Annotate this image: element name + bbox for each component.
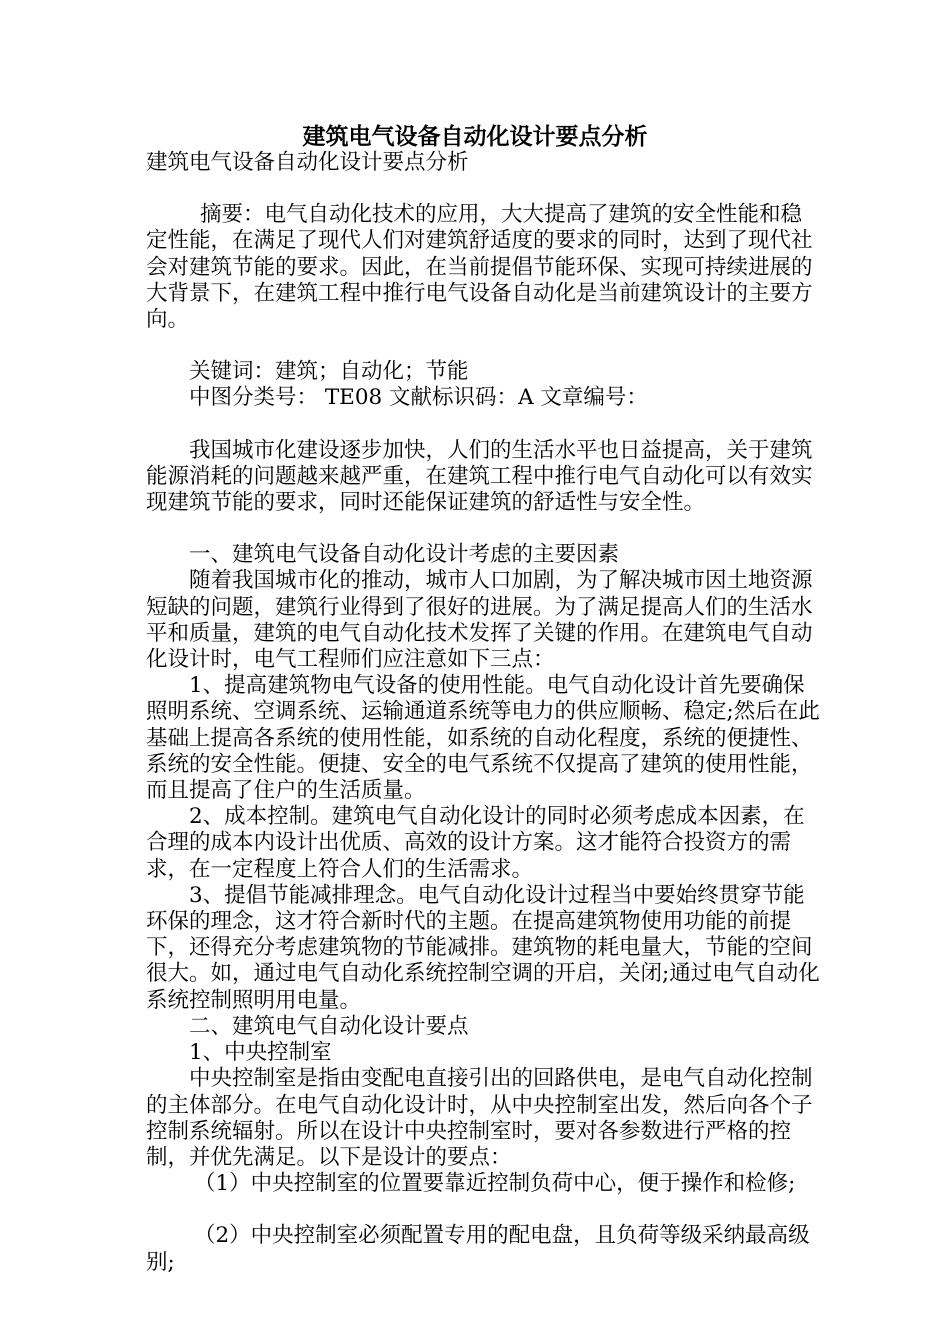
spacer bbox=[146, 516, 821, 542]
section-heading: 二、建筑电气自动化设计要点 bbox=[189, 1013, 469, 1039]
abstract-paragraph: 摘要：电气自动化技术的应用，大大提高了建筑的安全性能和稳定性能，在满足了现代人们对建筑舒适度的要求的同时，达到了现代社会对建筑节能的要求。因此，在当前提倡节能环保、实现可持续进展的大背景下，在建筑工程中推行电气设备自动化是当前建筑设计的主要方向。 bbox=[146, 202, 813, 333]
section-heading: 一、建筑电气设备自动化设计考虑的主要因素 bbox=[189, 542, 620, 568]
list-item: （2）中央控制室必须配置专用的配电盘，且负荷等级采纳最高级别; bbox=[146, 1223, 810, 1275]
body-paragraph: 3、提倡节能减排理念。电气自动化设计过程当中要始终贯穿节能环保的理念，这才符合新时代的主题。在提高建筑物使用功能的前提下，还得充分考虑建筑物的节能减排。建筑物的耗电量大，节能的空间很大。如，通过电气自动化系统控制空调的开启，关闭;通过电气自动化系统控制照明用电量。 bbox=[146, 882, 820, 1013]
document-body bbox=[146, 150, 821, 1276]
classification-line: 中图分类号： TE08 文献标识码：A 文章编号： bbox=[189, 385, 648, 411]
body-paragraph: 2、成本控制。建筑电气自动化设计的同时必须考虑成本因素，在合理的成本内设计出优质、高效的设计方案。这才能符合投资方的需求，在一定程度上符合人们的生活需求。 bbox=[146, 804, 805, 882]
list-item: （1）中央控制室的位置要靠近控制负荷中心，便于操作和检修; bbox=[194, 1171, 796, 1197]
body-paragraph: 随着我国城市化的推动，城市人口加剧，为了解决城市因土地资源短缺的问题，建筑行业得到了很好的进展。为了满足提高人们的生活水平和质量，建筑的电气自动化技术发挥了关键的作用。在建筑电气自动化设计时，电气工程师们应注意如下三点： bbox=[146, 568, 813, 673]
spacer bbox=[146, 333, 821, 359]
intro-paragraph: 我国城市化建设逐步加快，人们的生活水平也日益提高，关于建筑能源消耗的问题越来越严重，在建筑工程中推行电气自动化可以有效实现建筑节能的要求，同时还能保证建筑的舒适性与安全性。 bbox=[146, 437, 813, 516]
document-title: 建筑电气设备自动化设计要点分析 bbox=[302, 124, 648, 150]
spacer bbox=[146, 1197, 821, 1223]
keywords-line: 关键词：建筑；自动化；节能 bbox=[189, 359, 469, 385]
subtitle: 建筑电气设备自动化设计要点分析 bbox=[146, 150, 469, 175]
spacer bbox=[146, 176, 821, 202]
spacer bbox=[146, 412, 821, 438]
subsection-heading: 1、中央控制室 bbox=[189, 1040, 332, 1066]
body-paragraph: 1、提高建筑物电气设备的使用性能。电气自动化设计首先要确保照明系统、空调系统、运输通道系统等电力的供应顺畅、稳定;然后在此基础上提高各系统的使用性能，如系统的自动化程度，系统的便捷性、系统的安全性能。便捷、安全的电气系统不仅提高了建筑的使用性能，而且提高了住户的生活质量。 bbox=[146, 673, 820, 804]
body-paragraph: 中央控制室是指由变配电直接引出的回路供电，是电气自动化控制的主体部分。在电气自动化设计时，从中央控制室出发，然后向各个子控制系统辐射。所以在设计中央控制室时，要对各参数进行严格的控制，并优先满足。以下是设计的要点： bbox=[146, 1066, 813, 1170]
